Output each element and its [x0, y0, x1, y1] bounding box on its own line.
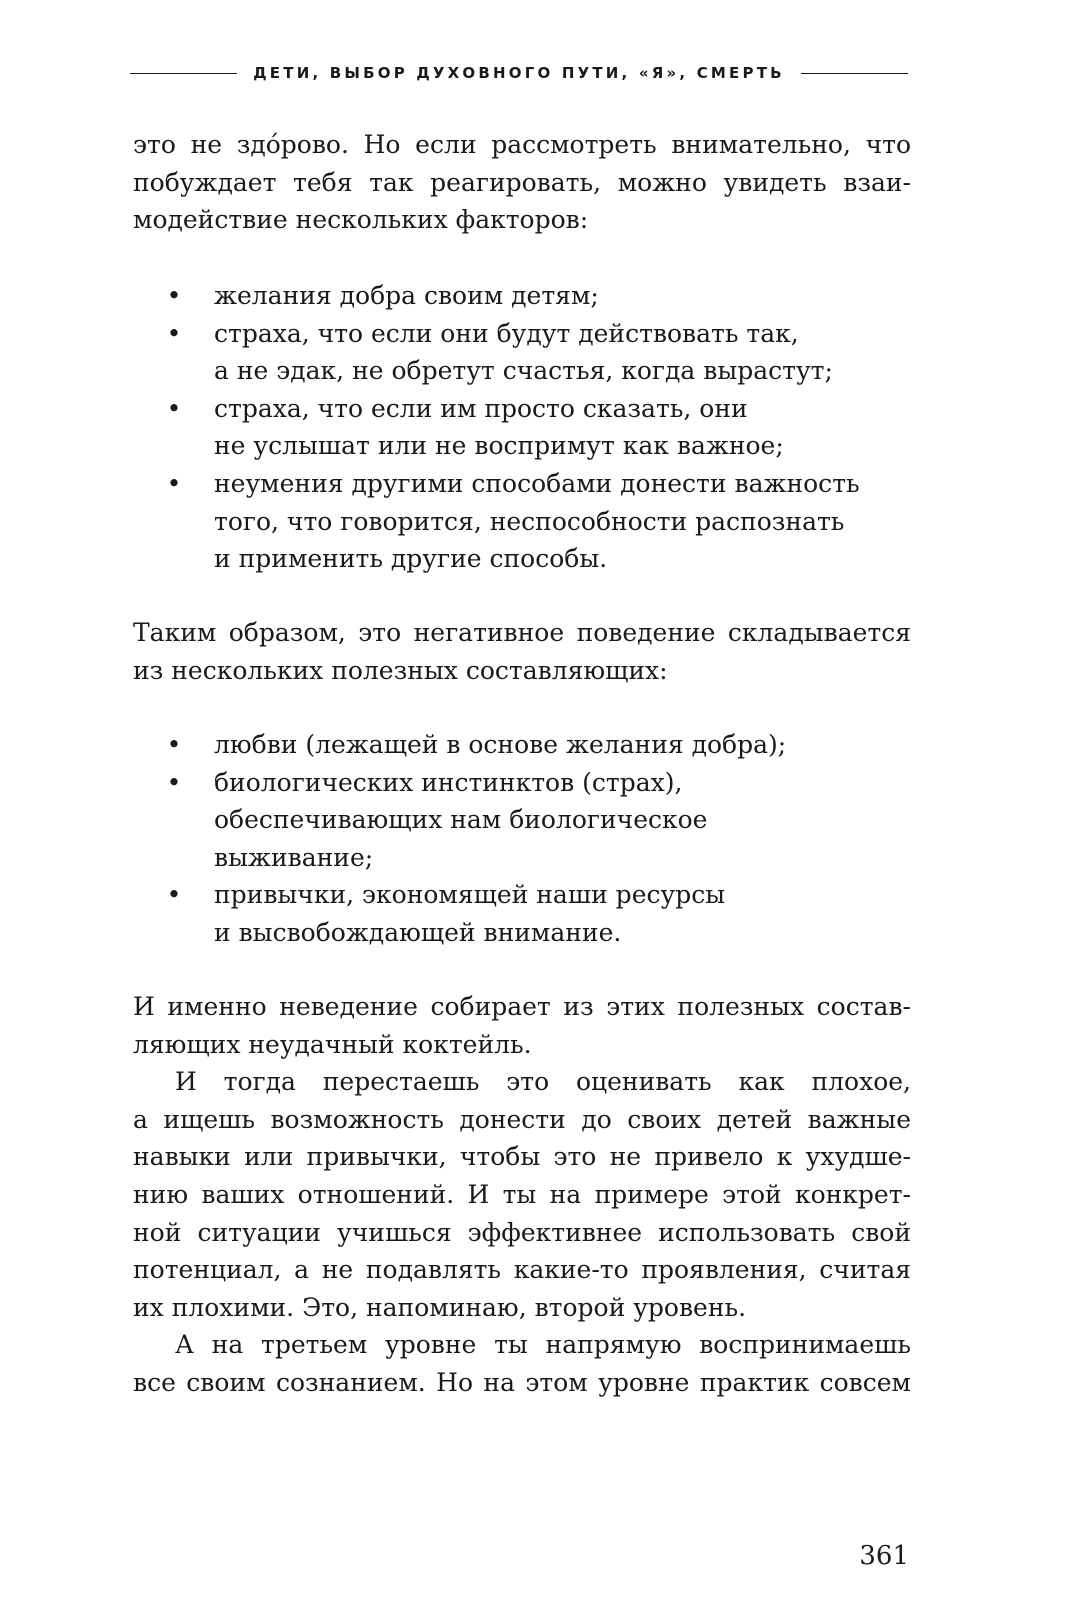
bullet-list-factors	[133, 277, 911, 578]
paragraph-conclusion	[133, 988, 911, 1402]
list-item	[133, 764, 911, 877]
paragraph-intro	[133, 126, 911, 239]
text-line: из нескольких полезных составляющих:	[133, 655, 668, 685]
bullet-list-components	[133, 726, 911, 952]
list-item-line: выживание;	[214, 842, 374, 872]
list-item-line: привычки, экономящей наши ресурсы	[214, 880, 726, 910]
text-line: Таким образом, это негативное поведение складывается	[133, 618, 911, 647]
list-item-line: желания добра своим детям;	[214, 281, 599, 310]
list-item-line: и высвобождающей внимание.	[214, 917, 622, 947]
text-line: побуждает тебя так реагировать, можно увидеть взаи-	[133, 167, 911, 197]
running-head	[130, 64, 908, 82]
running-head-rule-left	[130, 73, 237, 74]
page-number: 361	[859, 1541, 909, 1571]
paragraph-summary	[133, 614, 911, 689]
text-line: И тогда перестаешь это оценивать как плохое,	[175, 1067, 911, 1097]
list-item	[133, 876, 911, 951]
text-line: все своим сознанием. Но на этом уровне практик совсем	[133, 1367, 911, 1397]
list-item-line: не услышат или не воспримут как важное;	[214, 431, 784, 461]
list-item	[133, 465, 911, 578]
text-line: модействие нескольких факторов:	[133, 205, 589, 235]
list-item	[133, 277, 911, 315]
list-item-line: страха, что если они будут действовать так,	[214, 318, 799, 348]
text-line: их плохими. Это, напоминаю, второй уровень.	[133, 1292, 747, 1322]
text-line: нию ваших отношений. И ты на примере этой конкрет-	[133, 1179, 911, 1209]
text-line: А на третьем уровне ты напрямую воспринимаешь	[175, 1330, 911, 1360]
bullet-icon: •	[166, 468, 182, 498]
text-line: ной ситуации учишься эффективнее использовать свой	[133, 1217, 911, 1247]
bullet-icon: •	[166, 730, 182, 759]
running-head-rule-right	[801, 73, 908, 74]
text-line: И именно неведение собирает из этих полезных состав-	[133, 992, 911, 1021]
bullet-icon: •	[166, 393, 182, 423]
bullet-icon: •	[166, 767, 182, 797]
bullet-icon: •	[166, 880, 182, 910]
list-item-line: того, что говорится, неспособности распознать	[214, 506, 845, 536]
list-item	[133, 315, 911, 390]
list-item-line: неумения другими способами донести важность	[214, 468, 860, 498]
text-line: ляющих неудачный коктейль.	[133, 1029, 532, 1059]
list-item-line: биологических инстинктов (страх),	[214, 767, 683, 797]
text-line: навыки или привычки, чтобы это не привело к ухудше-	[133, 1142, 911, 1172]
list-item-line: любви (лежащей в основе желания добра);	[214, 730, 787, 759]
bullet-icon: •	[166, 318, 182, 348]
running-head-title: ДЕТИ, ВЫБОР ДУХОВНОГО ПУТИ, «Я», СМЕРТЬ	[253, 64, 785, 82]
list-item	[133, 726, 911, 764]
bullet-icon: •	[166, 281, 182, 310]
list-item-line: обеспечивающих нам биологическое	[214, 805, 708, 835]
text-line: а ищешь возможность донести до своих детей важные	[133, 1104, 911, 1134]
list-item-line: страха, что если им просто сказать, они	[214, 393, 748, 423]
text-line: это не здóрово. Но если рассмотреть внимательно, что	[133, 130, 911, 159]
text-line: потенциал, а не подавлять какие-то проявления, считая	[133, 1255, 911, 1285]
list-item-line: и применить другие способы.	[214, 544, 608, 574]
list-item-line: а не эдак, не обретут счастья, когда вырастут;	[214, 356, 833, 386]
list-item	[133, 390, 911, 465]
